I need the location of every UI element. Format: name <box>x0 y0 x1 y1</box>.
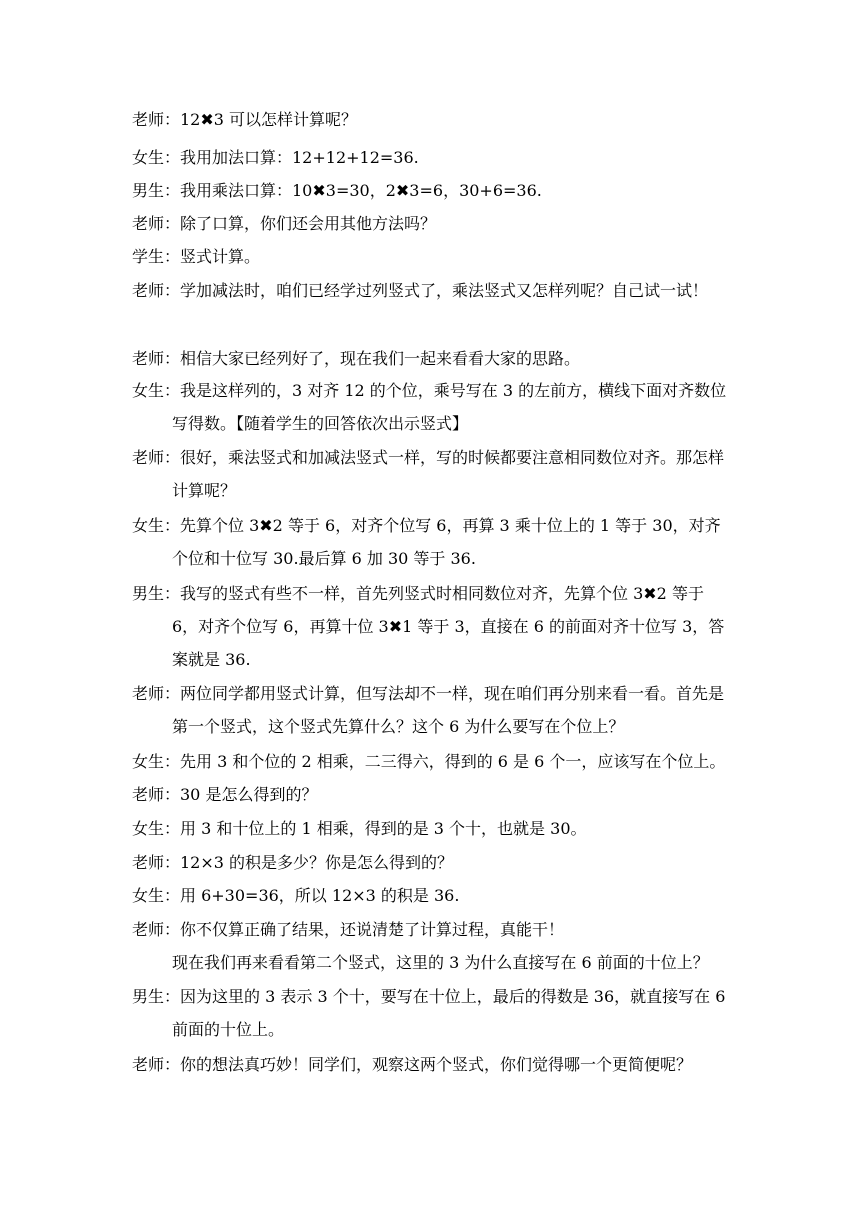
dialogue-line: 男生：我用乘法口算：10✖3=30，2✖3=6，30+6=36. <box>132 181 542 200</box>
dialogue-line: 男生：我写的竖式有些不一样，首先列竖式时相同数位对齐，先算个位 3✖2 等于 6，对齐个位写 6，再算十位 3✖1 等于 3，直接在 6 的前面对齐十位写 3，答案就是 36. <box>132 584 725 669</box>
dialogue-line: 老师：12✖3 可以怎样计算呢？ <box>132 110 358 129</box>
dialogue-line: 现在我们再来看看第二个竖式，这里的 3 为什么直接写在 6 前面的十位上？ <box>172 953 709 972</box>
dialogue-line: 老师：你的想法真巧妙！同学们，观察这两个竖式，你们觉得哪一个更简便呢？ <box>132 1055 693 1074</box>
dialogue-line: 老师：两位同学都用竖式计算，但写法却不一样，现在咱们再分别来看一看。首先是第一个竖式，这个竖式先算什么？这个 6 为什么要写在个位上？ <box>132 684 725 736</box>
dialogue-line: 男生：因为这里的 3 表示 3 个十，要写在十位上，最后的得数是 36，就直接写在 6 前面的十位上。 <box>132 987 726 1039</box>
dialogue-line: 女生：我是这样列的，3 对齐 12 的个位，乘号写在 3 的左前方，横线下面对齐数位写得数。【随着学生的回答依次出示竖式】 <box>132 381 727 433</box>
dialogue-line: 老师：你不仅算正确了结果，还说清楚了计算过程，真能干！ <box>132 920 565 939</box>
dialogue-line: 女生：先用 3 和个位的 2 相乘，二三得六，得到的 6 是 6 个一，应该写在个位上。 <box>132 752 726 771</box>
dialogue-line: 老师：12×3 的积是多少？你是怎么得到的？ <box>132 853 454 872</box>
dialogue-line: 老师：除了口算，你们还会用其他方法吗？ <box>132 214 437 233</box>
dialogue-line: 女生：我用加法口算：12+12+12=36. <box>132 148 419 167</box>
dialogue-line: 老师：学加减法时，咱们已经学过列竖式了，乘法竖式又怎样列呢？自己试一试！ <box>132 281 709 300</box>
dialogue-line: 学生：竖式计算。 <box>132 247 261 266</box>
dialogue-line: 老师：相信大家已经列好了，现在我们一起来看看大家的思路。 <box>132 349 581 368</box>
dialogue-line: 女生：先算个位 3✖2 等于 6，对齐个位写 6，再算 3 乘十位上的 1 等于 30，对齐个位和十位写 30.最后算 6 加 30 等于 36. <box>132 516 721 568</box>
dialogue-line: 女生：用 3 和十位上的 1 相乘，得到的是 3 个十，也就是 30。 <box>132 819 587 838</box>
dialogue-line: 女生：用 6+30=36，所以 12×3 的积是 36. <box>132 886 460 905</box>
dialogue-line: 老师：很好，乘法竖式和加减法竖式一样，写的时候都要注意相同数位对齐。那怎样计算呢？ <box>132 448 725 500</box>
dialogue-line: 老师：30 是怎么得到的？ <box>132 785 318 804</box>
